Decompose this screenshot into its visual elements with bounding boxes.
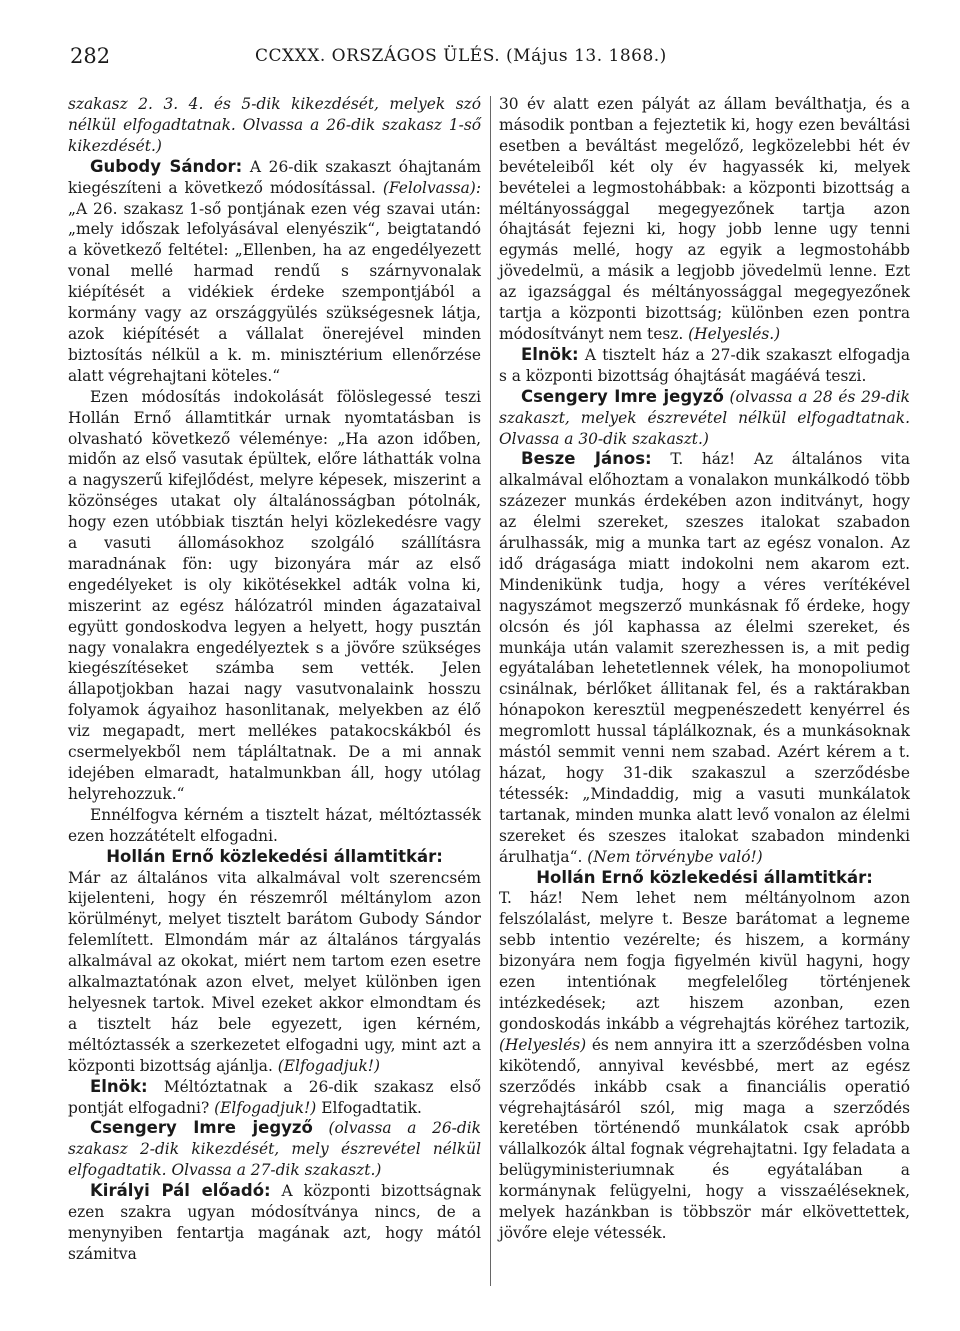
speaker-name: Elnök: bbox=[521, 344, 579, 364]
paragraph bbox=[68, 387, 481, 805]
paragraph bbox=[499, 94, 910, 345]
stage-direction: (olvassa a 28 és 29-dik szakaszt, melyek észrevétel nélkül elfogadtatnak. Olvassa a 30-dik szakaszt.) bbox=[499, 387, 910, 448]
speech-kiralyi bbox=[68, 1181, 481, 1265]
stage-direction: (Nem törvénybe való!) bbox=[587, 847, 763, 866]
paragraph-text: 30 év alatt ezen pályát az állam beválthatja, és a második pontban a fejeztetik ki, hogy ezen beváltási esetben a beváltást megelőző, legközelebbi hét év bevételeiből két oly év hagyassék ki, melyek bevételei a legmostohábbak: a központi bizottság a méltányossággal megegyezőnek tartja azon óhajtását fejezni ki, hogy jobb lenne ugy tenni egymás mellé, hogy az egyik a legmostohább jövedelmü, a másik a legjobb jövedelmü lenne. Ezt az igazsággal és méltányossággal megegyezőnek tartja a központi bizottság; különben ezen pontra módosítványt nem tesz. bbox=[499, 95, 910, 343]
paragraph-text: Ezen módosítás indokolását fölöslegessé teszi Hollán Ernő államtitkár urnak nyomtatásban is olvasható következő véleménye: „Ha azon időben, midőn az első vasutak épültek, előre láthatták volna a nagyszerű kifejlődést, melyre képesek, miszerint a közönséges utakat oly általánosságban pótolnák, hogy ezen utóbbiak tisztán helyi közlekedésre vagy a vasuti állomásokhoz szolgáló szállításra maradnának fön: ugy bizonyára már az első engedélyeket is oly kikötésekkel adták volna ki, miszerint az egész hálózatról minden ágazataival együtt gondoskodva legyen a helyett, hogy pusztán nagy vonalakra engedélyeztek s a jövőre szükséges kiegészítéseket számba sem vették. Jelen állapotjokban hazai nagy vasutvonalaink hosszu folyamok ágyaihoz hasonlitanak, melyekben az élő viz megapadt, mert mellékes patakocskákból és csermelyekből nem tápláltatnak. De a mi annak idejében elmaradt, hatalmunkban áll, hogy utólag helyrehozzuk.“ bbox=[68, 387, 481, 803]
stage-direction: (Elfogadjuk!) bbox=[214, 1098, 317, 1117]
speech-hollan bbox=[68, 868, 481, 1077]
stage-direction: (olvassa a 26-dik szakasz 2-dik kikezdését, mely észrevétel nélkül elfogadtatik. Olvassa a 27-dik szakaszt.) bbox=[68, 1119, 481, 1180]
speech-text: és nem annyira itt a szerződésben volna kikötendő, annyival kevésbbé, mert az egész szerződés inkább csak a financiális operatió végrehajtásáról szól, mig maga a szerződés keretében történendő munkálatok csak apróbb vállalkozók által fognak végrehajtatni. Igy feladata a belügyministeriumnak és egyátalában a kormánynak felügyelni, hogy a visszaéléseknek, melyek hazánkban is többször már elkövettettek, jövőre eleje vétessék. bbox=[499, 1035, 910, 1242]
speech-text: Már az általános vita alkalmával volt szerencsém kijelenteni, hogy én részemről méltánylom azon körülményt, melyet tisztelt barátom Gubody Sándor felemlített. Elmondám már az általános tárgyalás alkalmával az okokat, miért nem tartom ezen esetre alkalmaztatónak azon elvet, melyet különben igen helyesnek tartok. Mivel ezeket akkor elmondtam és a tisztelt ház bele egyezett, igen kérném, méltóztassék a szerkezetet elfogadni ugy, mint azt a központi bizottság ajánlja. bbox=[68, 868, 481, 1075]
right-column bbox=[499, 94, 910, 1244]
speech-text: T. ház! Az általános vita alkalmával előhoztam a vonalakon munkálkodó több százezer munkás érdekében azon inditványt, hogy az élelmi szereket, szeszes italokat szabadon árulhassák, mig a munka tart az egész vonalon. Az idő drágasága miatt indokolni nem akarom ezt. Mindenikünk tudja, hogy a véres verítékével nagyszámot megszerző munkásnak fő érdeke, hogy olcsón és jól kaphassa az élelmi szereket, és munkája után valamit szerezhessen is, a mit pedig egyátalában lehetetlennek vélek, ha monopoliumot csinálnak, bérlőket állitanak fel, és a raktárakban hónapokon keresztül megpenészedett kenyérrel és megromlott hussal táplálkoznak, és a munkásoknak mástól semmit venni nem szabad. Azért kérem a t. házat, hogy 31-dik szakaszul a szerződésbe tétessék: „Mindaddig, mig a vasuti munkálatok tartanak, minden munka alatt levő vonalon az élelmi szereket és szeszes italokat szabadon mindenki árulhatja“. bbox=[499, 450, 910, 866]
speech-text: „A 26. szakasz 1-ső pontjának ezen vég szavai után: „mely időszak lefolyásával elenyészik“, beigtatandó a következő feltétel: „Ellenben, ha az engedélyezett vonal mellé harmad rendű s szárnyvonalak kiépítését a vidékiek érdeke szempontjából a kormány vagy az országgyülés szükségesnek látja, azok kiépítését a vállalat önerejével minden biztosítás nélkül a k. m. minisztérium ellenőrzése alatt végrehajtani köteles.“ bbox=[68, 199, 481, 385]
speech-text: Elfogadtatik. bbox=[321, 1098, 422, 1117]
speaker-heading bbox=[499, 868, 910, 889]
speaker-name: Csengery Imre jegyző bbox=[90, 1118, 313, 1138]
speaker-heading bbox=[68, 847, 481, 868]
speech-besze bbox=[499, 449, 910, 867]
running-head: CCXXX. ORSZÁGOS ÜLÉS. (Május 13. 1868.) bbox=[255, 46, 667, 66]
page-number: 282 bbox=[70, 44, 111, 68]
column-divider bbox=[490, 96, 491, 1286]
speech-csengery bbox=[68, 1118, 481, 1181]
speech-text: A központi bizottságnak ezen szakra ugyan módosítványa nincs, de a menynyiben fentartja magának azt, hogy mától számitva bbox=[68, 1182, 481, 1263]
stage-direction: (Helyeslés.) bbox=[688, 324, 781, 343]
speaker-name: Királyi Pál előadó: bbox=[90, 1181, 271, 1201]
speech-gubody bbox=[68, 157, 481, 387]
speaker-name: Gubody Sándor: bbox=[90, 156, 243, 176]
paragraph-text: szakasz 2. 3. 4. és 5-dik kikezdését, melyek szó nélkül elfogadtatnak. Olvassa a 26-dik szakasz 1-ső kikezdését.) bbox=[68, 95, 481, 155]
speaker-name: Hollán Ernő közlekedési államtitkár: bbox=[106, 846, 443, 866]
speech-csengery bbox=[499, 387, 910, 450]
speaker-name: Besze János: bbox=[521, 449, 652, 469]
paragraph bbox=[68, 94, 481, 157]
paragraph-text: Ennélfogva kérném a tisztelt házat, méltóztassék ezen hozzátételt elfogadni. bbox=[68, 805, 481, 845]
stage-direction: (Felolvassa): bbox=[382, 178, 481, 197]
speech-text: A 26-dik szakaszt óhajtanám kiegészíteni a következő módosítással. bbox=[68, 157, 481, 197]
page-header bbox=[70, 44, 905, 74]
speech-text: T. ház! Nem lehet nem méltányolnom azon felszólalást, melyre t. Besze barátomat a legneme sebb intentio vezérelte; és hiszem, a kormány bizonyára nem fogja figyelmén kivül hagyni, hogy ezen intentiónak megfelelőleg történjenek intézkedések; azt hiszem azonban, ezen gondoskodás inkább a végrehajtás köréhez tartozik, bbox=[499, 889, 910, 1033]
speaker-name: Hollán Ernő közlekedési államtitkár: bbox=[536, 867, 873, 887]
speaker-name: Elnök: bbox=[90, 1076, 148, 1096]
speech-hollan bbox=[499, 888, 910, 1243]
speech-text: A tisztelt ház a 27-dik szakaszt elfogadja s a központi bizottság óhajtását magáévá teszi. bbox=[499, 345, 910, 385]
speech-elnok bbox=[499, 345, 910, 387]
stage-direction: (Helyeslés) bbox=[499, 1035, 587, 1054]
speech-elnok bbox=[68, 1077, 481, 1119]
stage-direction: (Elfogadjuk!) bbox=[277, 1056, 380, 1075]
speech-text: Méltóztatnak a 26-dik szakasz első pontját elfogadni? bbox=[68, 1077, 481, 1117]
left-column bbox=[68, 94, 481, 1265]
speaker-name: Csengery Imre jegyző bbox=[521, 386, 724, 406]
paragraph bbox=[68, 805, 481, 847]
